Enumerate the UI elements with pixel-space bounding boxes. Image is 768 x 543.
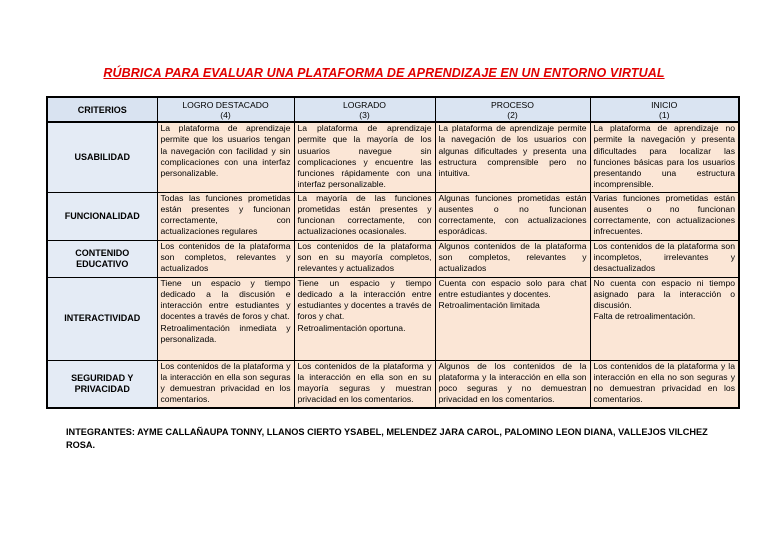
rubric-table <box>46 96 740 409</box>
cell-usabilidad-1: La plataforma de aprendizaje no permite la navegación y presenta dificultades para localizar las funciones básicas para los usuarios presentando una estructura incomprensible. <box>590 122 739 192</box>
cell-contenido-1: Los contenidos de la plataforma son incompletos, irrelevantes y desactualizados <box>590 240 739 277</box>
criterion-contenido-educativo: CONTENIDO EDUCATIVO <box>47 240 157 277</box>
cell-usabilidad-3: La plataforma de aprendizaje permite que la mayoría de los usuarios navegue sin complicaciones y encuentre las funciones rápidamente con una interfaz personalizable. <box>294 122 435 192</box>
cell-funcionalidad-3: La mayoría de las funciones prometidas están presentes y funcionan correctamente, con actualizaciones ocasionales. <box>294 192 435 240</box>
cell-funcionalidad-1: Varias funciones prometidas están ausentes o no funcionan correctamente, con actualizaciones infrecuentes. <box>590 192 739 240</box>
cell-seguridad-1: Los contenidos de la plataforma y la interacción en ella no son seguras y no demuestran privacidad en los comentarios. <box>590 360 739 408</box>
cell-seguridad-3: Los contenidos de la plataforma y la interacción en ella son en su mayoría seguras y muestran privacidad en los comentarios. <box>294 360 435 408</box>
header-criterios: CRITERIOS <box>47 97 157 122</box>
cell-contenido-4: Los contenidos de la plataforma son completos, relevantes y actualizados <box>157 240 294 277</box>
header-level-logrado <box>294 97 435 122</box>
criterion-usabilidad: USABILIDAD <box>47 122 157 192</box>
header-level-logro-destacado <box>157 97 294 122</box>
row-contenido-educativo <box>47 240 739 277</box>
level-name: LOGRADO <box>343 99 386 110</box>
cell-contenido-3: Los contenidos de la plataforma son en su mayoría completos, relevantes y actualizados <box>294 240 435 277</box>
cell-interactividad-4: Tiene un espacio y tiempo dedicado a la discusión e interacción entre estudiantes y docentes a través de foros y chat. Retroalimentación inmediata y personalizada. <box>157 277 294 360</box>
level-name: INICIO <box>651 99 678 110</box>
cell-seguridad-4: Los contenidos de la plataforma y la interacción en ella son seguras y demuestran privacidad en los comentarios. <box>157 360 294 408</box>
cell-contenido-2: Algunos contenidos de la plataforma son completos, relevantes y actualizados <box>435 240 590 277</box>
cell-funcionalidad-2: Algunas funciones prometidas están ausentes o no funcionan correctamente, con actualizaciones esporádicas. <box>435 192 590 240</box>
row-funcionalidad <box>47 192 739 240</box>
header-level-proceso <box>435 97 590 122</box>
level-score: (1) <box>658 109 670 120</box>
header-row <box>47 97 739 122</box>
cell-seguridad-2: Algunos de los contenidos de la plataforma y la interacción en ella son poco seguras y no demuestran privacidad en los comentarios. <box>435 360 590 408</box>
header-level-inicio <box>590 97 739 122</box>
row-usabilidad <box>47 122 739 192</box>
row-interactividad <box>47 277 739 360</box>
level-name: LOGRO DESTACADO <box>182 99 269 110</box>
document-title: RÚBRICA PARA EVALUAR UNA PLATAFORMA DE APRENDIZAJE EN UN ENTORNO VIRTUAL <box>103 66 665 80</box>
criterion-interactividad: INTERACTIVIDAD <box>47 277 157 360</box>
cell-interactividad-3: Tiene un espacio y tiempo dedicado a la interacción entre estudiantes y docentes a través de foros y chat. Retroalimentación oportuna. <box>294 277 435 360</box>
row-seguridad-privacidad <box>47 360 739 408</box>
criterion-seguridad-privacidad: SEGURIDAD Y PRIVACIDAD <box>47 360 157 408</box>
level-score: (2) <box>507 109 518 120</box>
cell-interactividad-1: No cuenta con espacio ni tiempo asignado para la interacción o discusión. Falta de retroalimentación. <box>590 277 739 360</box>
cell-usabilidad-4: La plataforma de aprendizaje permite que los usuarios tengan la navegación con facilidad y sin complicaciones con una interfaz personalizable. <box>157 122 294 192</box>
level-name: PROCESO <box>491 99 534 110</box>
level-score: (4) <box>220 109 231 120</box>
level-score: (3) <box>359 109 370 120</box>
criterion-funcionalidad: FUNCIONALIDAD <box>47 192 157 240</box>
integrantes-text: INTEGRANTES: AYME CALLAÑAUPA TONNY, LLANOS CIERTO YSABEL, MELENDEZ JARA CAROL, PALOMINO LEON DIANA, VALLEJOS VILCHEZ ROSA. <box>66 427 708 450</box>
cell-interactividad-2: Cuenta con espacio solo para chat entre estudiantes y docentes. Retroalimentación limitada <box>435 277 590 360</box>
cell-usabilidad-2: La plataforma de aprendizaje permite la navegación de los usuarios con algunas dificultades y presenta una estructura comprensible pero no intuitiva. <box>435 122 590 192</box>
cell-funcionalidad-4: Todas las funciones prometidas están presentes y funcionan correctamente, con actualizaciones regulares <box>157 192 294 240</box>
